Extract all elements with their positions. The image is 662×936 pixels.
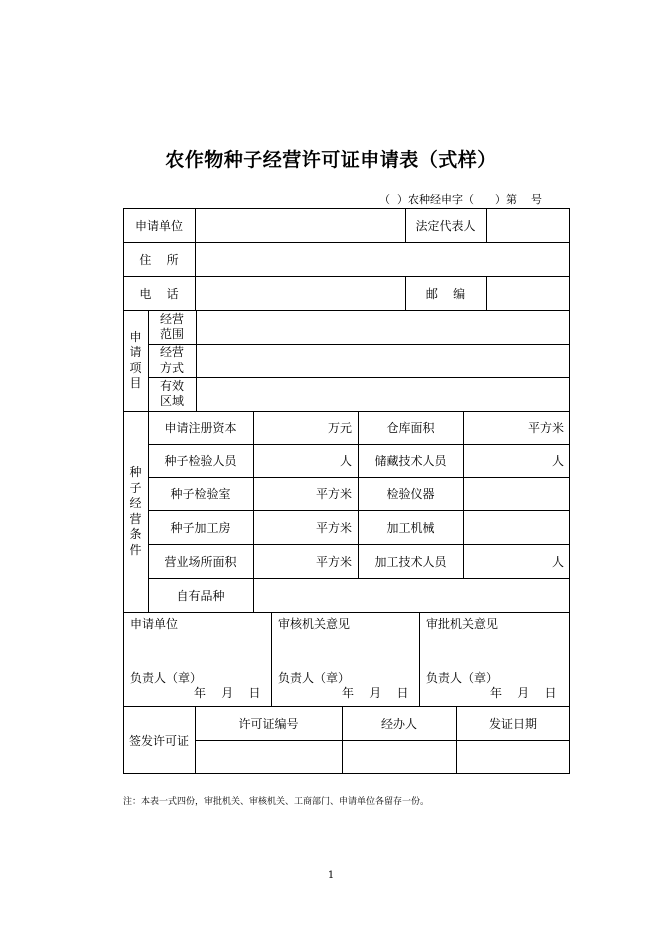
- condition-left-label: 种子检验室: [170, 487, 231, 501]
- condition-right-label: 仓库面积: [386, 421, 435, 435]
- condition-left-unit: 人: [339, 454, 352, 468]
- mode-label: 经营 方式: [159, 345, 184, 375]
- opinion-date: 年 月 日: [342, 686, 409, 700]
- handler-header: 经办人: [380, 716, 417, 731]
- condition-right-unit: [463, 477, 570, 510]
- legal-rep-label: 法定代表人: [415, 218, 476, 233]
- form-note: 注：本表一式四份，审批机关、审核机关、工商部门、申请单位各留存一份。: [123, 797, 430, 807]
- condition-left-label: 营业场所面积: [164, 554, 237, 569]
- condition-left-unit: 平方米: [315, 554, 352, 569]
- document-number: （ ）农种经申字（ ）第 号: [379, 193, 542, 206]
- condition-left-label: 申请注册资本: [164, 421, 237, 435]
- postcode-label: 邮 编: [425, 286, 466, 301]
- condition-right-unit: [463, 510, 570, 544]
- opinion-date: 年 月 日: [194, 686, 261, 700]
- condition-right-label: 加工技术人员: [374, 554, 447, 569]
- condition-right-unit: 人: [551, 454, 564, 468]
- license-number-header: 许可证编号: [238, 716, 299, 731]
- opinion-signer: 负责人（章）: [426, 671, 499, 685]
- condition-left-label: 种子加工房: [170, 520, 231, 535]
- opinion-heading: 审核机关意见: [278, 617, 351, 631]
- issue-license-label: 签发许可证: [128, 733, 189, 748]
- phone-label: 电 话: [139, 286, 179, 301]
- conditions-label: 种 子 经 营 条 件: [129, 465, 142, 557]
- region-label: 有效 区域: [159, 378, 184, 408]
- condition-left-unit: 平方米: [315, 520, 352, 535]
- form-title: 农作物种子经营许可证申请表（式样）: [165, 149, 497, 171]
- condition-right-unit: 平方米: [527, 421, 564, 435]
- applicant-unit-label: 申请单位: [134, 218, 183, 233]
- apply-items-label: 申 请 项 目: [129, 329, 142, 390]
- condition-left-unit: 平方米: [315, 487, 352, 501]
- page-number: 1: [327, 870, 335, 881]
- opinion-signer: 负责人（章）: [278, 671, 351, 685]
- address-label: 住 所: [139, 252, 179, 267]
- condition-right-label: 储藏技术人员: [374, 454, 447, 468]
- opinion-heading: 申请单位: [130, 617, 179, 631]
- condition-right-unit: 人: [551, 554, 564, 569]
- own-varieties-label: 自有品种: [176, 588, 225, 603]
- condition-right-label: 检验仪器: [386, 487, 435, 501]
- opinion-signer: 负责人（章）: [130, 671, 203, 685]
- issue-date-header: 发证日期: [488, 716, 537, 731]
- condition-left-label: 种子检验人员: [164, 454, 237, 468]
- opinion-date: 年 月 日: [490, 686, 557, 700]
- condition-left-unit: 万元: [327, 421, 352, 435]
- condition-right-label: 加工机械: [386, 520, 435, 535]
- scope-label: 经营 范围: [159, 311, 184, 341]
- opinion-heading: 审批机关意见: [426, 617, 499, 631]
